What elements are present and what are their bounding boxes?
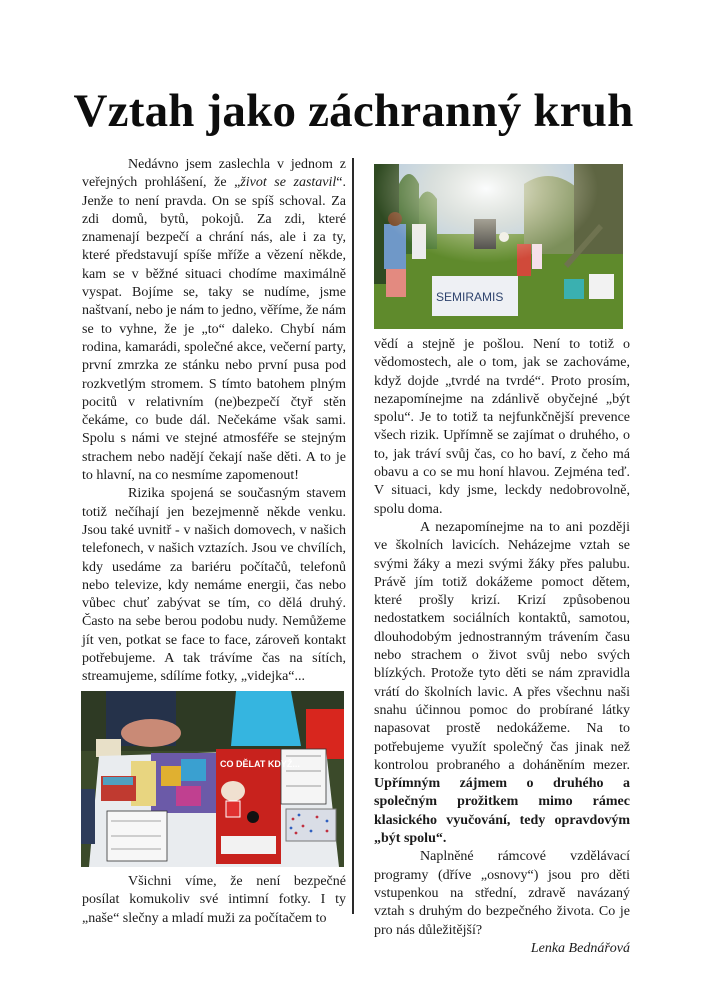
author-signature: Lenka Bednářová xyxy=(530,940,630,956)
p1-text-start: Nedávno jsem zaslechla v jednom z veřejných prohlášení, že „ xyxy=(82,157,346,191)
left-column-bottom xyxy=(82,873,346,928)
p1-quote-italic: život se zastavil xyxy=(240,175,337,191)
poster-text: CO DĚLAT KDYŽ... xyxy=(220,759,300,769)
paragraph-1 xyxy=(82,156,346,485)
paragraph-4 xyxy=(374,519,630,848)
p1-text-end: “. Jenže to není pravda. On se spíš schoval. Za zdi domů, bytů, pokojů. Za zdi, které znamenají bezpečí a chrání nás, ale i za ty, které představují spíše mříže a vězení někde, kam se v běžné situaci chodíme maximálně vyspat. Bojíme se, taky se nudíme, jsme naštvaní, nebo je nám to jedno, věříme, že nám se to vyhne, že je „to“ daleko. Chybí nám rodina, kamarádi, společné akce, večerní party, první zmrzka ze stánku nebo první pusa pod rozkvetlým stromem. S tímto batohem plným pocitů v relativním (ne)bezpečí čtyř stěn čekáme, co bude dál. Nečekáme však sami. Spolu s námi ve stejné atmosféře se stejným strachem nebo nadějí čekají naše děti. A to je to hlavní, na co nesmíme zapomenout! xyxy=(82,175,346,484)
paragraph-5: Naplněné rámcové vzdělávací programy (dříve „osnovy“) jsou pro děti vstupenkou na střední, zdravě navázaný vztah s druhým do bezpečného života. Co je pro nás důležitější? xyxy=(374,849,630,938)
right-column xyxy=(374,336,630,958)
banner-text: SEMIRAMIS xyxy=(436,290,504,304)
column-divider xyxy=(352,158,354,914)
p4-text: A nezapomínejme na to ani později ve školních lavicích. Neházejme vztah se svými žáky a mezi svými žáky přes palubu. Právě jím totiž dokážeme pomoct dětem, které prošly krizí. Krizí způsobenou nedostatkem sociálních kontaktů, samotou, dlouhodobým jednostranným trávením času nebo strachem o život svůj nebo svých blízkých. Protože tyto děti se nám zpravidla vrátí do školních lavic. A přes všechnu naši snahu účinnou pomoc do probírané látky napasovat prostě nedokážeme. Na to potřebujeme využít společný čas jinak než kontrolou probraného a doháněním mezer. xyxy=(374,519,630,773)
paragraph-3-continued: vědí a stejně je pošlou. Není to totiž o vědomostech, ale o tom, jak se zachováme, když dojde „tvrdé na tvrdé“. Proto prosím, nezapomínejme na zdánlivě obyčejné „být spolu“. Je to totiž ta nejfunkčnější prevence všech rizik. Upřímně se zajímat o druhého, o to, jak tráví svůj čas, co ho baví, z čeho má obavu a co se mu honí hlavou. Zejména teď. V situaci, kdy jsme, leckdy nedobrovolně, spolu doma. xyxy=(374,337,630,517)
article-title: Vztah jako záchranný kruh xyxy=(73,85,634,137)
photo-workshop-table xyxy=(81,691,344,867)
p4-bold-text: Upřímným zájmem o druhého a společným prožitkem mimo rámec klasického vyučování, tedy opravdovým „být spolu“. xyxy=(374,776,630,847)
left-column xyxy=(82,156,346,685)
outdoor-event-image xyxy=(374,164,623,329)
paragraph-3: Všichni víme, že není bezpečné posílat komukoliv své intimní fotky. I ty „naše“ slečny a mladí muži za počítačem to xyxy=(82,874,346,926)
workshop-table-image xyxy=(81,691,344,867)
paragraph-2: Rizika spojená se současným stavem totiž nečíhají jen bezejmenně někde venku. Jsou také uvnitř - v našich domovech, v našich telefonech, v našich vztazích. Jsou ve chvílích, kdy usedáme za bariéru počítačů, telefonů nebo televize, kdy nemáme energii, čas nebo vůbec chuť zabývat se tím, co dělá druhý. Často na sebe berou podobu nudy. Nemůžeme jít ven, potkat se face to face, zároveň kontakt potřebujeme. A tak trávíme čas na sítích, streamujeme, sdílíme fotky, „videjka“... xyxy=(82,486,346,685)
photo-outdoor-event xyxy=(374,164,623,329)
